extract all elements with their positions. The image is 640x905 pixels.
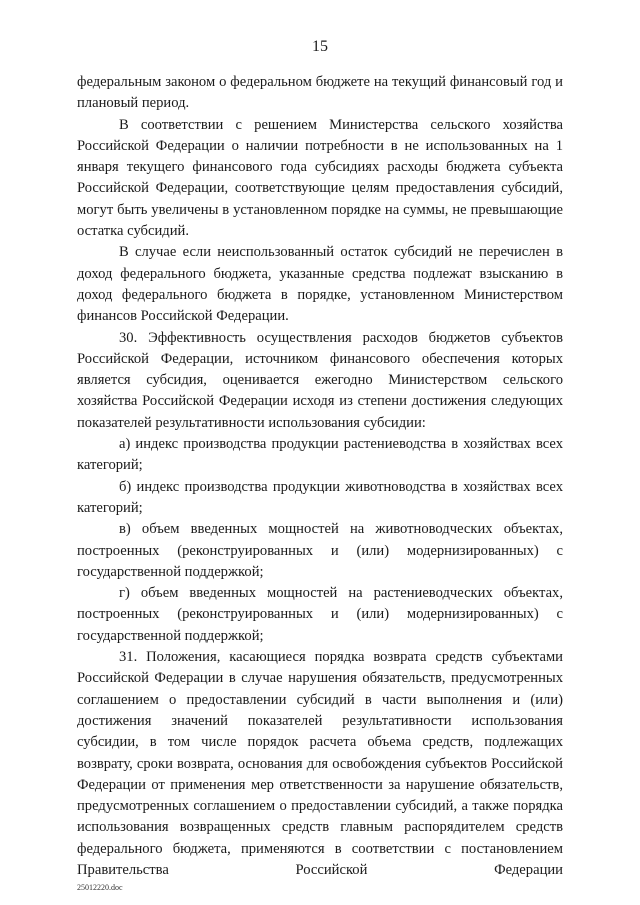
paragraph-item-30: 30. Эффективность осуществления расходов бюджетов субъектов Российской Федерации, источником финансового обеспечения которых является субсидия, оценивается ежегодно Министерством сельского хозяйства Российской Федерации исходя из степени достижения следующих показателей результативности использования субсидии: [77, 329, 563, 431]
paragraph-subsidy-increase: В соответствии с решением Министерства сельского хозяйства Российской Федерации о наличии потребности в не использованных на 1 января текущего финансового года субсидиях расходы бюджета субъекта Российской Федерации, соответствующие целям предоставления субсидий, могут быть увеличены в установленном порядке на суммы, не превышающие остатка субсидий. [77, 116, 563, 240]
paragraph-item-31: 31. Положения, касающиеся порядка возврата средств субъектами Российской Федерации в случае нарушения обязательств, предусмотренных соглашением о предоставлении субсидий в части выполнения и (или) достижения значений показателей результативности использования субсидии, в том числе порядок расчета объема средств, подлежащих возврату, сроки возврата, основания для освобождения субъектов Российской Федерации от применения мер ответственности за нарушение обязательств, предусмотренных соглашением о предоставлении субсидий, а также порядка использования возвращенных средств главным распорядителем средств федерального бюджета, применяются в соответствии с постановлением Правительства Российской Федерации [77, 649, 563, 878]
list-item-g: г) объем введенных мощностей на растениеводческих объектах, построенных (реконструированных и (или) модернизированных) с государственной поддержкой; [77, 585, 563, 644]
document-body [77, 72, 563, 881]
list-item-v: в) объем введенных мощностей на животноводческих объектах, построенных (реконструированных и (или) модернизированных) с государственной поддержкой; [77, 521, 563, 580]
footer-file-reference: 25012220.doc [77, 883, 123, 892]
list-item-b: б) индекс производства продукции животноводства в хозяйствах всех категорий; [77, 478, 563, 516]
paragraph-unused-balance: В случае если неиспользованный остаток субсидий не перечислен в доход федерального бюджета, указанные средства подлежат взысканию в доход федерального бюджета в порядке, установленном Министерством финансов Российской Федерации. [77, 244, 563, 325]
page-number: 15 [312, 38, 328, 55]
list-item-a: а) индекс производства продукции растениеводства в хозяйствах всех категорий; [77, 436, 563, 474]
paragraph-continuation: федеральным законом о федеральном бюджете на текущий финансовый год и плановый период. [77, 74, 563, 112]
